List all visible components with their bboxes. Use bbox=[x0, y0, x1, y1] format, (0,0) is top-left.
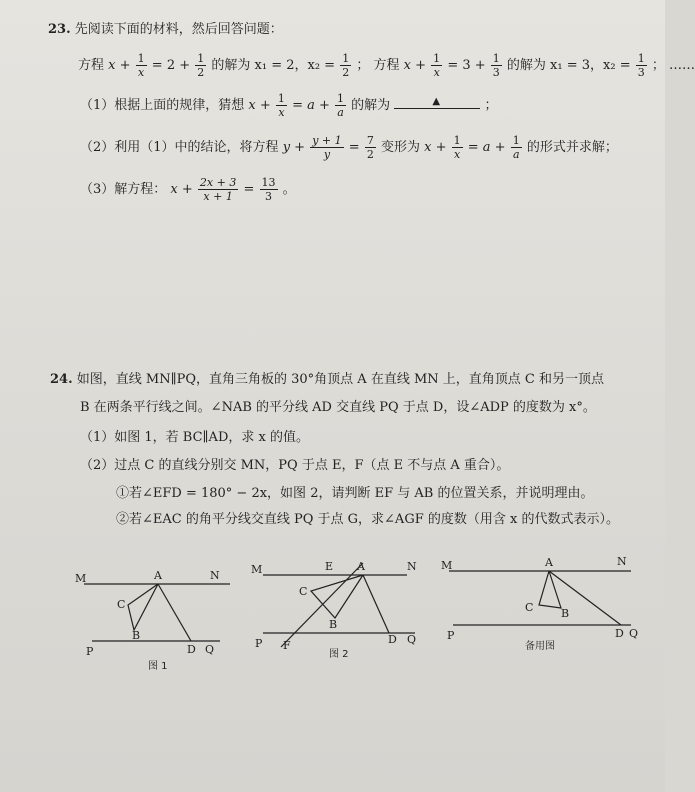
label-b: B bbox=[329, 618, 338, 631]
q24-line1: 24. 如图，直线 MN∥PQ，直角三角板的 30°角顶点 A 在直线 MN 上，直角顶点 C 和另一顶点 bbox=[50, 372, 604, 387]
figure-1 bbox=[70, 555, 240, 675]
label-n: N bbox=[407, 560, 417, 573]
q23-intro: 先阅读下面的材料，然后回答问题： bbox=[74, 22, 283, 37]
label-n: N bbox=[210, 569, 220, 582]
label-c: C bbox=[525, 601, 534, 614]
label-p: P bbox=[255, 637, 263, 650]
q23-number: 23. bbox=[48, 22, 71, 37]
frac-13-over-3: $\frac{13}{3}$ bbox=[261, 176, 276, 204]
eq1-mid: = 2 + bbox=[151, 58, 191, 74]
label-n: N bbox=[617, 555, 627, 568]
frac-1-over-3-b: $\frac{1}{3}$ bbox=[637, 52, 645, 80]
q23-part2-label: （2）利用（1）中的结论，将方程 bbox=[80, 140, 279, 156]
frac-1-over-x-b: $\frac{1}{x}$ bbox=[433, 52, 441, 80]
line-ad bbox=[158, 584, 191, 641]
q24-part1: （1）如图 1，若 BC∥AD，求 x 的值。 bbox=[80, 430, 309, 445]
label-p: P bbox=[86, 645, 94, 658]
q23-part1-label: （1）根据上面的规律，猜想 bbox=[80, 98, 245, 114]
label-e: E bbox=[325, 560, 334, 573]
answer-blank[interactable] bbox=[394, 98, 480, 109]
q23-part3: （3）解方程： x + $\frac{2x + 3}{x + 1}$ = $\frac{13}{3}$ 。 bbox=[80, 176, 296, 204]
eq2-prefix: 方程 bbox=[373, 58, 400, 74]
frac-1-over-x: $\frac{1}{x}$ bbox=[137, 52, 145, 80]
label-q: Q bbox=[407, 633, 417, 646]
label-m: M bbox=[251, 563, 263, 576]
q23-part2: （2）利用（1）中的结论，将方程 y + $\frac{y + 1}{y}$ = $\frac{7}{2}$ 变形为 x + $\frac{1}{x}$ = a + $\frac{1}{a}$ 的形式并求解； bbox=[80, 134, 618, 162]
figure-2-caption: 图 2 bbox=[329, 649, 349, 660]
label-d: D bbox=[388, 633, 397, 646]
frac-y-plus-1-over-y: $\frac{y + 1}{y}$ bbox=[312, 134, 342, 162]
triangle-acb bbox=[539, 571, 561, 608]
label-p: P bbox=[447, 629, 455, 642]
label-b: B bbox=[561, 607, 570, 620]
label-a: A bbox=[357, 560, 365, 573]
label-b: B bbox=[132, 629, 141, 642]
line-ad bbox=[363, 575, 389, 633]
frac-1-over-x: $\frac{1}{x}$ bbox=[277, 92, 285, 120]
figure-backup bbox=[435, 555, 640, 665]
label-d: D bbox=[615, 627, 624, 640]
q23-part1: （1）根据上面的规律，猜想 x + $\frac{1}{x}$ = a + $\frac{1}{a}$ 的解为 ▲ ； bbox=[80, 92, 498, 120]
label-q: Q bbox=[205, 643, 215, 656]
eq1-prefix: 方程 bbox=[78, 58, 105, 74]
figure-1-caption: 图 1 bbox=[148, 661, 168, 672]
triangle-marker-icon: ▲ bbox=[432, 96, 441, 108]
frac-2x3-over-x1: $\frac{2x + 3}{x + 1}$ bbox=[199, 176, 237, 204]
label-q: Q bbox=[629, 627, 639, 640]
q23-material: 方程 x + $\frac{1}{x}$ = 2 + $\frac{1}{2}$ 的解为 x₁ = 2，x₂ = $\frac{1}{2}$ ； 方程 x + $\frac{1}{x}$ = 3 + $\frac{1}{3}$ 的解为 x₁ = 3，x₂ = $\frac{1}{3}$ ； …… bbox=[78, 52, 695, 80]
triangle-acb bbox=[311, 575, 363, 618]
label-m: M bbox=[75, 572, 87, 585]
triangle-acb bbox=[128, 584, 158, 630]
label-m: M bbox=[441, 559, 453, 572]
q24-line2: B 在两条平行线之间。∠NAB 的平分线 AD 交直线 PQ 于点 D，设∠ADP 的度数为 x°。 bbox=[80, 400, 596, 415]
q23-part3-label: （3）解方程： bbox=[80, 182, 167, 198]
eq1-lhs: x + bbox=[108, 58, 131, 74]
line-ad bbox=[549, 571, 621, 625]
frac-1-over-3: $\frac{1}{3}$ bbox=[492, 52, 500, 80]
q24-sub2: ②若∠EAC 的角平分线交直线 PQ 于点 G，求∠AGF 的度数（用含 x 的代数式表示）。 bbox=[116, 512, 619, 527]
label-a: A bbox=[154, 569, 162, 582]
label-f: F bbox=[283, 639, 291, 652]
figure-backup-caption: 备用图 bbox=[525, 641, 555, 652]
frac-1-over-2-b: $\frac{1}{2}$ bbox=[342, 52, 350, 80]
label-c: C bbox=[117, 598, 126, 611]
label-d: D bbox=[187, 643, 196, 656]
q24-sub1: ①若∠EFD = 180° − 2x，如图 2，请判断 EF 与 AB 的位置关系，并说明理由。 bbox=[116, 486, 594, 501]
q23-intro-line bbox=[48, 22, 283, 38]
frac-1-over-a: $\frac{1}{a}$ bbox=[337, 92, 345, 120]
figure-2 bbox=[245, 555, 425, 665]
q24-part2: （2）过点 C 的直线分别交 MN，PQ 于点 E，F（点 E 不与点 A 重合）。 bbox=[80, 458, 510, 473]
eq2-solution: 的解为 x₁ = 3，x₂ = bbox=[506, 58, 631, 74]
label-a: A bbox=[545, 556, 553, 569]
frac-1-over-2: $\frac{1}{2}$ bbox=[197, 52, 205, 80]
eq1-solution: 的解为 x₁ = 2，x₂ = bbox=[211, 58, 336, 74]
q24-number: 24. bbox=[50, 372, 73, 387]
frac-7-over-2: $\frac{7}{2}$ bbox=[366, 134, 374, 162]
label-c: C bbox=[299, 585, 308, 598]
